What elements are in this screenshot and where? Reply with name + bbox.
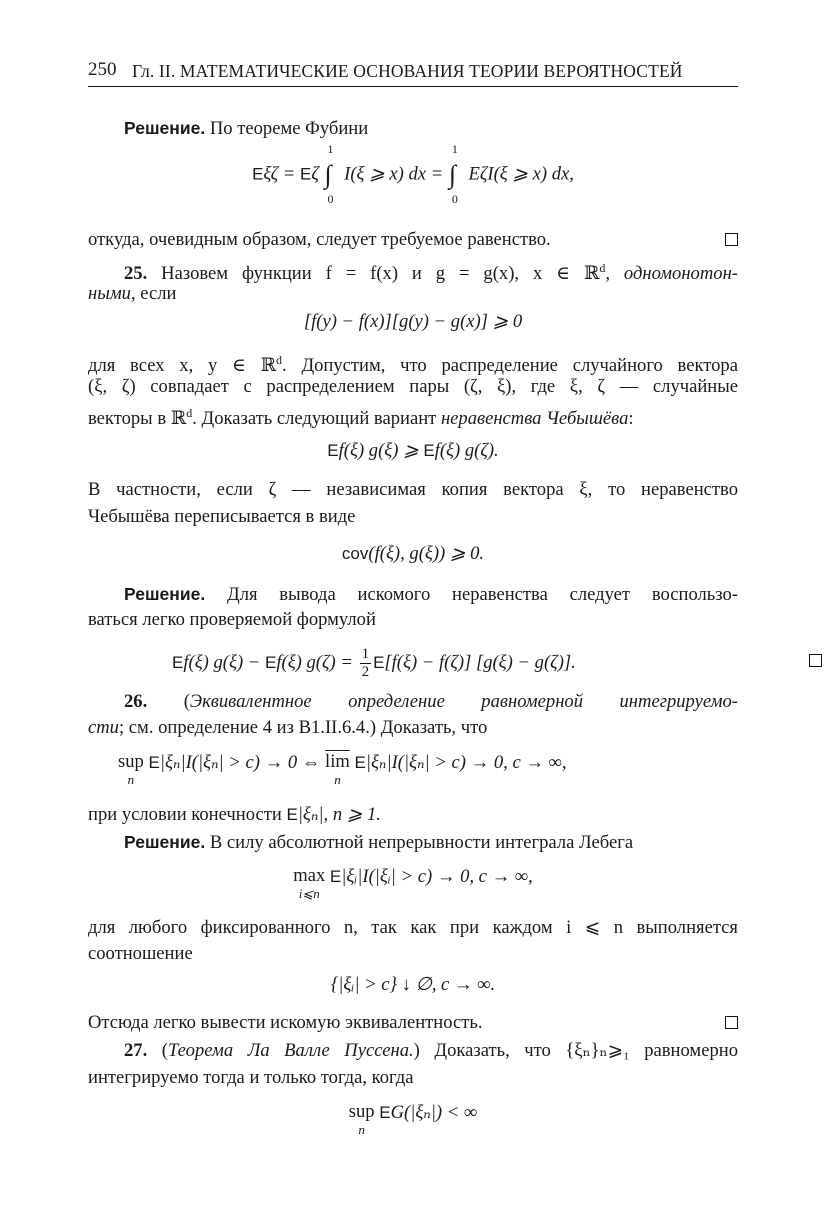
solution-3-line-2: для любого фиксированного n, так как при каждом i ⩽ n выполняется xyxy=(88,917,738,938)
formula-sets: {|ξᵢ| > c} ↓ ∅, c → ∞. xyxy=(330,974,496,995)
book-page xyxy=(88,0,738,1210)
formula-uniform-integrability: sup n E|ξₙ|I(|ξₙ| > c) → 0 ⇔ $\overline{lim}$ n E|ξₙ|I(|ξₙ| > c) → 0, c → ∞, xyxy=(118,751,567,787)
running-header xyxy=(88,56,738,87)
qed-square-icon xyxy=(809,654,822,667)
formula-identity: Ef(ξ) g(ξ) − Ef(ξ) g(ζ) = $\frac{1}{2} E[f(\xi) - f(\zeta)] [g(\xi) - g(\zeta)]$. xyxy=(88,646,822,681)
problem-27-line-2: интегрируемо тогда и только тогда, когда xyxy=(88,1067,414,1088)
solution-3-line-1: Решение. В силу абсолютной непрерывности интеграла Лебега xyxy=(124,832,634,853)
problem-26-line-2: сти; см. определение 4 из B1.II.6.4.) Доказать, что xyxy=(88,717,488,738)
problem-25-line-7: Чебышёва переписывается в виде xyxy=(88,506,356,527)
solution-3-line-3: соотношение xyxy=(88,943,193,964)
problem-27-line-1: 27. (Теорема Ла Валле Пуссена.) Доказать, что {ξₙ}ₙ⩾₁ равномерно xyxy=(124,1040,738,1061)
solution-1-intro: Решение. По теореме Фубини xyxy=(124,118,369,139)
fraction-one-half: $\frac{1}{2}$ xyxy=(361,646,370,680)
formula-chebyshev: Ef(ξ) g(ξ) ⩾ Ef(ξ) g(ζ). xyxy=(327,440,499,461)
page-number: 250 xyxy=(88,59,117,80)
problem-25-line-3: для всех x, y ∈ ℝ$^d$. Допустим, что распределение случайного вектора xyxy=(88,353,738,377)
solution-2-line-1: Решение. Для вывода искомого неравенства следует воспользо- xyxy=(124,584,738,605)
problem-25-line-6: В частности, если ζ — независимая копия вектора ξ, то неравенство xyxy=(88,479,738,500)
problem-26-line-3: при условии конечности E|ξₙ|, n ⩾ 1. xyxy=(88,804,381,825)
formula-cov: cov(f(ξ), g(ξ)) ⩾ 0. xyxy=(341,543,485,564)
qed-square-icon xyxy=(725,1016,738,1029)
formula-fubini: Eξζ = Eζ ∫ 1 0 I(ξ ⩾ x) dx = ∫ 1 0 EζI(ξ ⩾ x) dx, xyxy=(252,142,574,206)
problem-25-line-5: векторы в ℝ$^d$. Доказать следующий вариант неравенства Чебышёва: xyxy=(88,406,634,430)
integral-sign: ∫ 1 0 xyxy=(324,142,334,206)
formula-max: max i⩽n E|ξᵢ|I(|ξᵢ| > c) → 0, c → ∞, xyxy=(293,865,533,901)
problem-25-line-1: 25. Назовем функции f = f(x) и g = g(x), x ∈ ℝ$^d$, одномонотон- xyxy=(124,261,738,285)
problem-25-line-4: (ξ, ζ) совпадает с распределением пары (ζ, ξ), где ξ, ζ — случайные xyxy=(88,376,738,397)
qed-square-icon xyxy=(725,233,738,246)
problem-26-line-1: 26. (Эквивалентное определение равномерной интегрируемо- xyxy=(124,691,738,712)
integral-sign: ∫ 1 0 xyxy=(448,142,458,206)
solution-3-end: Отсюда легко вывести искомую эквивалентность. xyxy=(88,1011,738,1035)
formula-la-vallee-poussin: sup n EG(|ξₙ|) < ∞ xyxy=(348,1101,478,1137)
running-title: Гл. II. МАТЕМАТИЧЕСКИЕ ОСНОВАНИЯ ТЕОРИИ ВЕРОЯТНОСТЕЙ xyxy=(132,61,683,81)
problem-25-line-2: ными, если xyxy=(88,283,177,304)
solution-2-line-2: ваться легко проверяемой формулой xyxy=(88,609,376,630)
formula-monotone: [f(y) − f(x)][g(y) − g(x)] ⩾ 0 xyxy=(303,311,523,332)
solution-1-end: откуда, очевидным образом, следует требуемое равенство. xyxy=(88,228,738,252)
